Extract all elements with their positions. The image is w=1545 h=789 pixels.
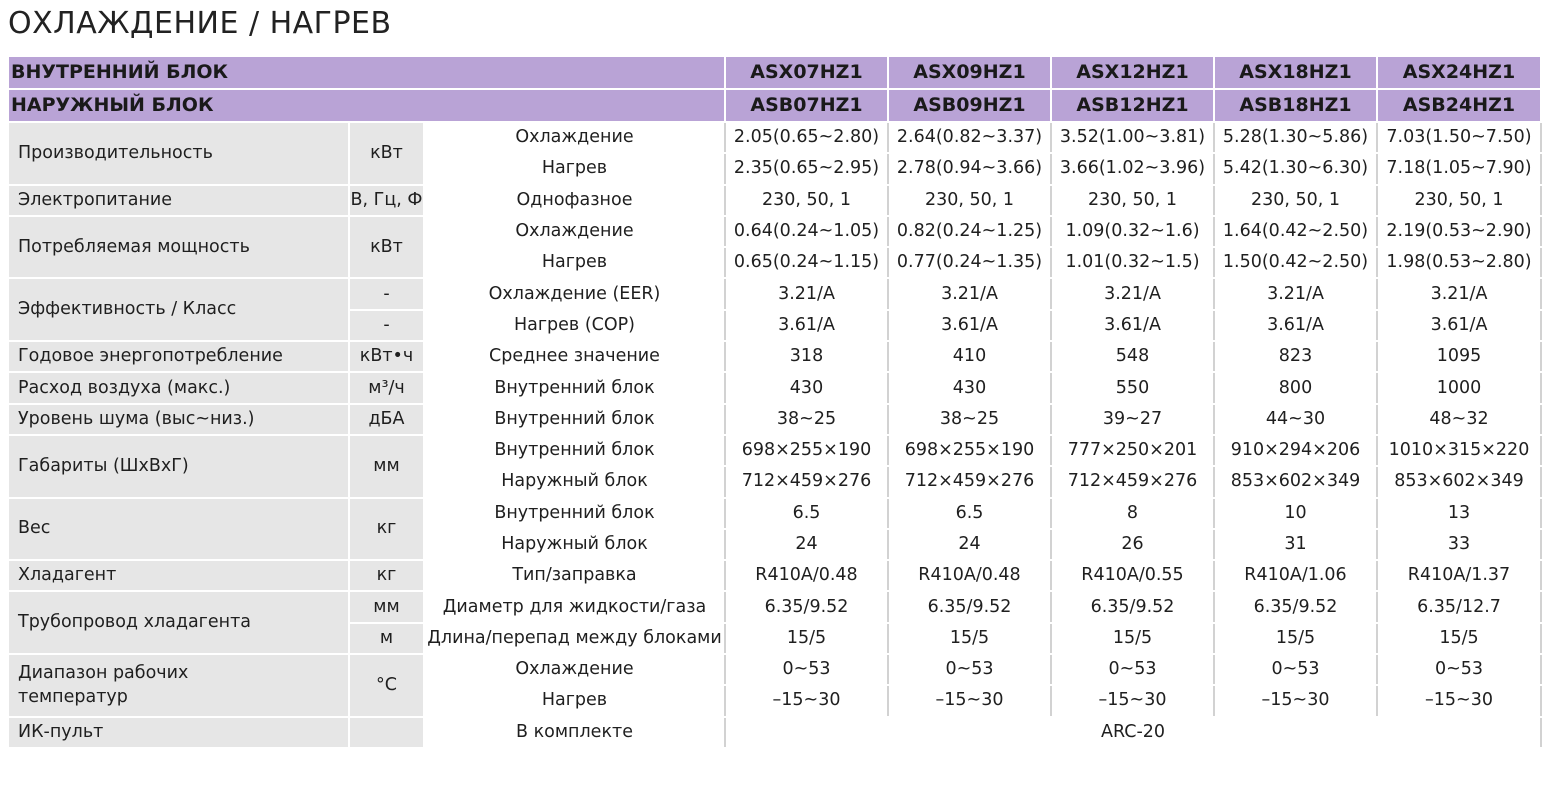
condition-label: Среднее значение: [424, 341, 725, 372]
value-cell: 3.66(1.02~3.96): [1051, 153, 1214, 184]
table-row: [8, 404, 1541, 435]
table-row: [8, 341, 1541, 372]
value-cell: 712×459×276: [725, 466, 888, 497]
value-cell: 8: [1051, 498, 1214, 529]
condition-label: Нагрев (COP): [424, 310, 725, 341]
condition-label: Охлаждение: [424, 216, 725, 247]
value-cell: 430: [888, 372, 1051, 403]
value-cell: 0~53: [1051, 654, 1214, 685]
value-cell: 1010×315×220: [1377, 435, 1541, 466]
value-cell: –15~30: [1051, 685, 1214, 716]
value-cell: R410A/0.55: [1051, 560, 1214, 591]
value-cell: 1.01(0.32~1.5): [1051, 247, 1214, 278]
value-cell: 44~30: [1214, 404, 1377, 435]
value-cell: 2.35(0.65~2.95): [725, 153, 888, 184]
value-cell: 39~27: [1051, 404, 1214, 435]
value-cell: 0~53: [1377, 654, 1541, 685]
value-cell: 15/5: [888, 623, 1051, 654]
table-row: [8, 435, 1541, 466]
unit-label: В, Гц, Ф: [349, 185, 424, 216]
table-row: [8, 185, 1541, 216]
unit-label: °C: [349, 654, 424, 717]
param-label: Вес: [8, 498, 349, 561]
value-cell: 15/5: [725, 623, 888, 654]
value-cell: 24: [888, 529, 1051, 560]
table-row: [8, 560, 1541, 591]
value-cell: 853×602×349: [1377, 466, 1541, 497]
outdoor-model: ASB18HZ1: [1214, 89, 1377, 122]
value-cell: 800: [1214, 372, 1377, 403]
indoor-model: ASX07HZ1: [725, 56, 888, 89]
value-cell: 698×255×190: [888, 435, 1051, 466]
page-title: ОХЛАЖДЕНИЕ / НАГРЕВ: [8, 6, 392, 41]
param-label: [8, 654, 349, 717]
value-cell: 3.21/A: [1051, 278, 1214, 309]
value-cell: R410A/0.48: [888, 560, 1051, 591]
table-row: [8, 717, 1541, 748]
condition-label: Внутренний блок: [424, 404, 725, 435]
condition-label: Тип/заправка: [424, 560, 725, 591]
param-label: Расход воздуха (макс.): [8, 372, 349, 403]
value-cell: 1.09(0.32~1.6): [1051, 216, 1214, 247]
value-cell: 230, 50, 1: [1377, 185, 1541, 216]
value-cell: 2.64(0.82~3.37): [888, 122, 1051, 153]
value-cell: 3.21/A: [888, 278, 1051, 309]
condition-label: Охлаждение (EER): [424, 278, 725, 309]
table-row: [8, 591, 1541, 622]
value-cell: 24: [725, 529, 888, 560]
table-row: [8, 654, 1541, 685]
indoor-model: ASX18HZ1: [1214, 56, 1377, 89]
value-cell: 853×602×349: [1214, 466, 1377, 497]
param-label: Электропитание: [8, 185, 349, 216]
param-label: Уровень шума (выс~низ.): [8, 404, 349, 435]
outdoor-model: ASB12HZ1: [1051, 89, 1214, 122]
param-label: Эффективность / Класс: [8, 278, 349, 341]
table-row: [8, 216, 1541, 247]
value-cell: 6.5: [725, 498, 888, 529]
value-cell: 3.61/A: [888, 310, 1051, 341]
param-label: ИК-пульт: [8, 717, 349, 748]
param-label: Трубопровод хладагента: [8, 591, 349, 654]
unit-label: кВт: [349, 216, 424, 279]
condition-label: В комплекте: [424, 717, 725, 748]
value-cell: 6.35/9.52: [725, 591, 888, 622]
condition-label: Охлаждение: [424, 122, 725, 153]
indoor-model: ASX09HZ1: [888, 56, 1051, 89]
condition-label: Длина/перепад между блоками: [424, 623, 725, 654]
value-cell: R410A/1.37: [1377, 560, 1541, 591]
value-cell: 33: [1377, 529, 1541, 560]
value-cell: 6.35/12.7: [1377, 591, 1541, 622]
condition-label: Нагрев: [424, 685, 725, 716]
param-label-line: температур: [18, 687, 128, 708]
param-label: Потребляемая мощность: [8, 216, 349, 279]
unit-label: дБА: [349, 404, 424, 435]
table-row: [8, 498, 1541, 529]
value-cell: –15~30: [1377, 685, 1541, 716]
value-cell: 230, 50, 1: [1051, 185, 1214, 216]
value-cell: 38~25: [725, 404, 888, 435]
value-cell: 548: [1051, 341, 1214, 372]
value-cell: 712×459×276: [888, 466, 1051, 497]
table-row: [8, 372, 1541, 403]
value-cell: 5.28(1.30~5.86): [1214, 122, 1377, 153]
value-cell: 3.21/A: [725, 278, 888, 309]
value-cell: 0.65(0.24~1.15): [725, 247, 888, 278]
value-cell: 6.35/9.52: [1051, 591, 1214, 622]
value-cell: 3.21/A: [1377, 278, 1541, 309]
unit-label: м: [349, 623, 424, 654]
unit-label: кг: [349, 560, 424, 591]
value-cell: 230, 50, 1: [725, 185, 888, 216]
condition-label: Наружный блок: [424, 529, 725, 560]
value-cell: 1000: [1377, 372, 1541, 403]
indoor-model: ASX24HZ1: [1377, 56, 1541, 89]
condition-label: Внутренний блок: [424, 372, 725, 403]
value-cell: 230, 50, 1: [1214, 185, 1377, 216]
value-cell: 3.61/A: [725, 310, 888, 341]
value-cell: 15/5: [1051, 623, 1214, 654]
param-label: Производительность: [8, 122, 349, 185]
param-label-line: Диапазон рабочих: [18, 663, 189, 684]
value-cell: 318: [725, 341, 888, 372]
unit-label: -: [349, 278, 424, 309]
value-cell: –15~30: [725, 685, 888, 716]
merged-value-cell: ARC-20: [725, 717, 1541, 748]
value-cell: 7.18(1.05~7.90): [1377, 153, 1541, 184]
outdoor-unit-label: НАРУЖНЫЙ БЛОК: [8, 89, 725, 122]
condition-label: Наружный блок: [424, 466, 725, 497]
condition-label: Внутренний блок: [424, 498, 725, 529]
spec-table: [7, 55, 1542, 749]
value-cell: 15/5: [1377, 623, 1541, 654]
value-cell: 0.64(0.24~1.05): [725, 216, 888, 247]
unit-label: мм: [349, 591, 424, 622]
value-cell: –15~30: [888, 685, 1051, 716]
value-cell: 410: [888, 341, 1051, 372]
value-cell: 823: [1214, 341, 1377, 372]
outdoor-model: ASB07HZ1: [725, 89, 888, 122]
value-cell: 550: [1051, 372, 1214, 403]
value-cell: 10: [1214, 498, 1377, 529]
value-cell: 910×294×206: [1214, 435, 1377, 466]
value-cell: 777×250×201: [1051, 435, 1214, 466]
indoor-model: ASX12HZ1: [1051, 56, 1214, 89]
value-cell: 1095: [1377, 341, 1541, 372]
value-cell: 3.52(1.00~3.81): [1051, 122, 1214, 153]
indoor-unit-label: ВНУТРЕННИЙ БЛОК: [8, 56, 725, 89]
value-cell: 0~53: [725, 654, 888, 685]
unit-label: м³/ч: [349, 372, 424, 403]
unit-label: кВт: [349, 122, 424, 185]
value-cell: 7.03(1.50~7.50): [1377, 122, 1541, 153]
value-cell: 26: [1051, 529, 1214, 560]
unit-label: -: [349, 310, 424, 341]
indoor-unit-header-row: [8, 56, 1541, 89]
value-cell: 5.42(1.30~6.30): [1214, 153, 1377, 184]
condition-label: Нагрев: [424, 247, 725, 278]
value-cell: 13: [1377, 498, 1541, 529]
value-cell: 48~32: [1377, 404, 1541, 435]
value-cell: R410A/1.06: [1214, 560, 1377, 591]
value-cell: 3.61/A: [1051, 310, 1214, 341]
value-cell: 1.98(0.53~2.80): [1377, 247, 1541, 278]
value-cell: 2.05(0.65~2.80): [725, 122, 888, 153]
condition-label: Нагрев: [424, 153, 725, 184]
condition-label: Внутренний блок: [424, 435, 725, 466]
outdoor-model: ASB24HZ1: [1377, 89, 1541, 122]
table-row: [8, 122, 1541, 153]
table-row: [8, 278, 1541, 309]
value-cell: 430: [725, 372, 888, 403]
value-cell: 0.77(0.24~1.35): [888, 247, 1051, 278]
value-cell: 38~25: [888, 404, 1051, 435]
value-cell: 1.64(0.42~2.50): [1214, 216, 1377, 247]
value-cell: 31: [1214, 529, 1377, 560]
outdoor-model: ASB09HZ1: [888, 89, 1051, 122]
value-cell: 6.35/9.52: [1214, 591, 1377, 622]
unit-label: кВт•ч: [349, 341, 424, 372]
outdoor-unit-header-row: [8, 89, 1541, 122]
value-cell: 0.82(0.24~1.25): [888, 216, 1051, 247]
param-label: Годовое энергопотребление: [8, 341, 349, 372]
value-cell: 2.19(0.53~2.90): [1377, 216, 1541, 247]
value-cell: R410A/0.48: [725, 560, 888, 591]
unit-label: кг: [349, 498, 424, 561]
value-cell: 1.50(0.42~2.50): [1214, 247, 1377, 278]
value-cell: 698×255×190: [725, 435, 888, 466]
value-cell: 230, 50, 1: [888, 185, 1051, 216]
unit-label: [349, 717, 424, 748]
value-cell: 3.61/A: [1377, 310, 1541, 341]
value-cell: 6.35/9.52: [888, 591, 1051, 622]
value-cell: 0~53: [888, 654, 1051, 685]
param-label: Хладагент: [8, 560, 349, 591]
unit-label: мм: [349, 435, 424, 498]
value-cell: –15~30: [1214, 685, 1377, 716]
value-cell: 712×459×276: [1051, 466, 1214, 497]
value-cell: 3.21/A: [1214, 278, 1377, 309]
value-cell: 15/5: [1214, 623, 1377, 654]
value-cell: 3.61/A: [1214, 310, 1377, 341]
condition-label: Однофазное: [424, 185, 725, 216]
param-label: Габариты (ШхВхГ): [8, 435, 349, 498]
value-cell: 6.5: [888, 498, 1051, 529]
condition-label: Охлаждение: [424, 654, 725, 685]
value-cell: 0~53: [1214, 654, 1377, 685]
condition-label: Диаметр для жидкости/газа: [424, 591, 725, 622]
value-cell: 2.78(0.94~3.66): [888, 153, 1051, 184]
